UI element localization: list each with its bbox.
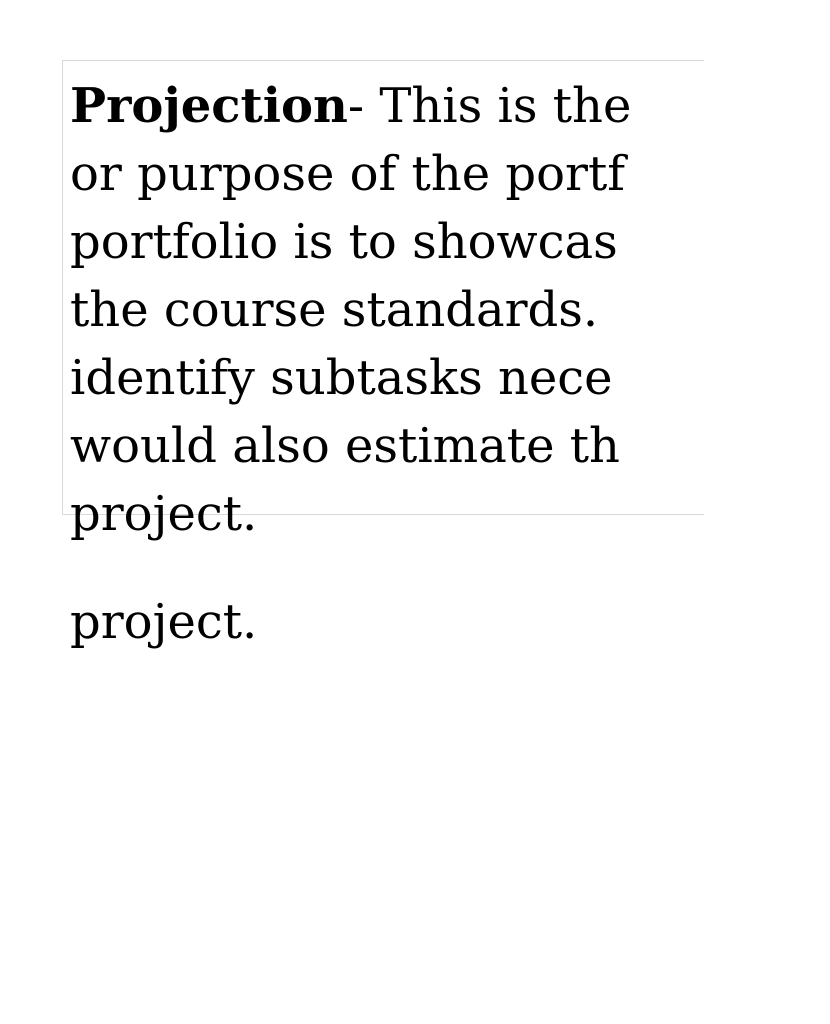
paragraph-line-4: the course standards. — [70, 282, 599, 338]
paragraph-line-2: or purpose of the portf — [70, 146, 626, 202]
paragraph-line-7: project. — [70, 486, 258, 542]
projection-paragraph — [70, 72, 830, 548]
term-heading: Projection — [70, 78, 348, 134]
paragraph-line-1 — [70, 72, 830, 140]
overflow-text: project. — [70, 594, 258, 650]
text-box — [70, 72, 704, 540]
line-1-text: - This is the — [347, 78, 632, 134]
paragraph-line-3: portfolio is to showcas — [70, 214, 618, 270]
paragraph-line-5: identify subtasks nece — [70, 350, 613, 406]
overflow-text-fragment — [70, 594, 258, 654]
paragraph-line-6: would also estimate th — [70, 418, 620, 474]
